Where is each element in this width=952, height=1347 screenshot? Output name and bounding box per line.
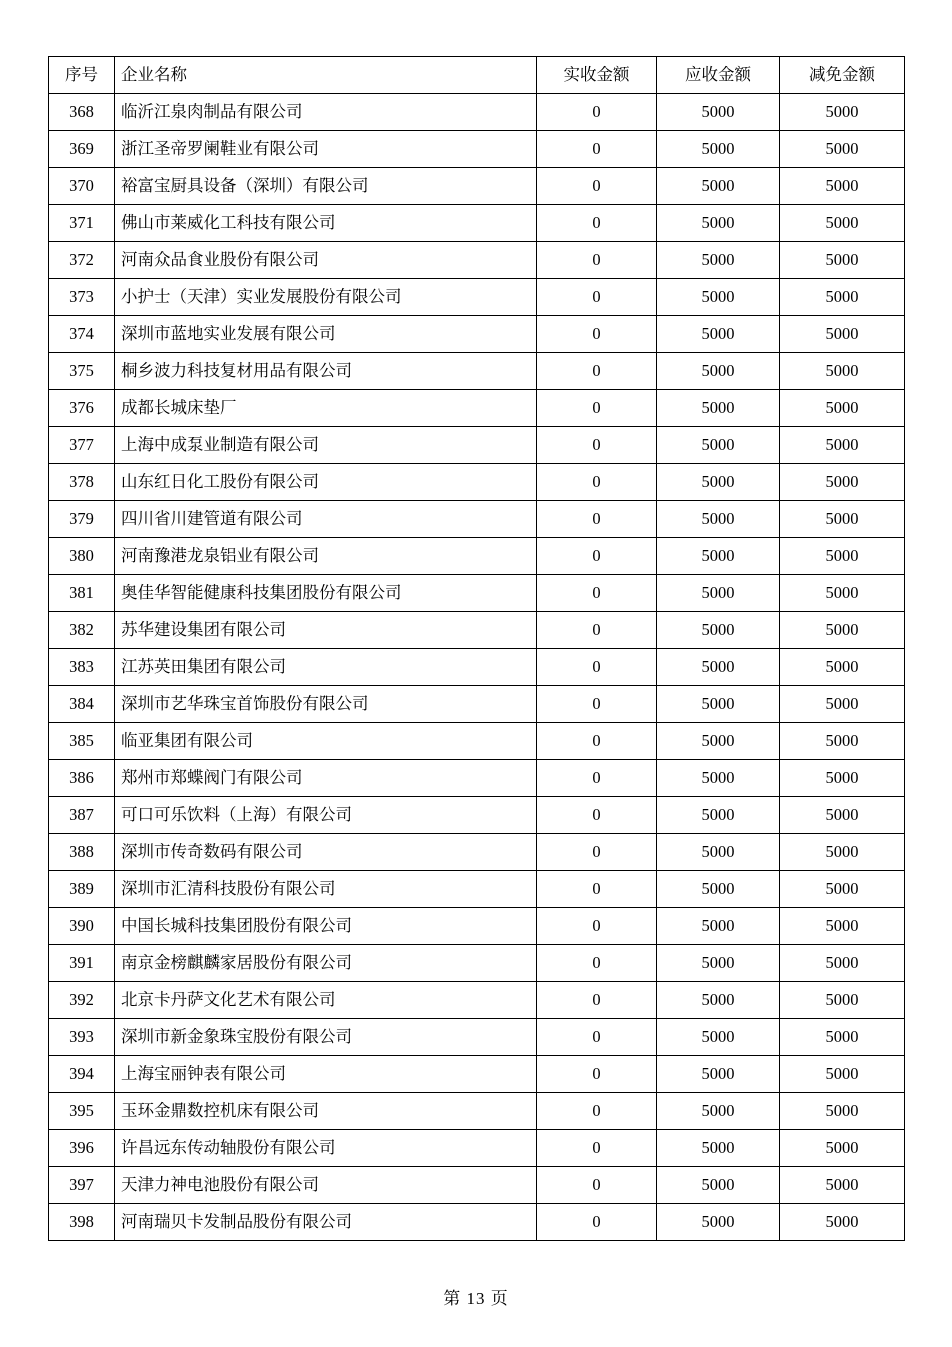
cell-index: 397: [49, 1167, 115, 1204]
cell-company-name: 天津力神电池股份有限公司: [115, 1167, 537, 1204]
cell-paid-amount: 0: [537, 612, 657, 649]
table-row: [49, 1056, 905, 1093]
table-header: [49, 57, 905, 94]
cell-due-amount: 5000: [657, 316, 780, 353]
cell-company-name: 中国长城科技集团股份有限公司: [115, 908, 537, 945]
cell-reduced-amount: 5000: [780, 760, 905, 797]
cell-company-name: 裕富宝厨具设备（深圳）有限公司: [115, 168, 537, 205]
cell-company-name: 深圳市传奇数码有限公司: [115, 834, 537, 871]
cell-reduced-amount: 5000: [780, 1019, 905, 1056]
cell-paid-amount: 0: [537, 501, 657, 538]
cell-company-name: 成都长城床垫厂: [115, 390, 537, 427]
cell-paid-amount: 0: [537, 797, 657, 834]
cell-paid-amount: 0: [537, 686, 657, 723]
cell-due-amount: 5000: [657, 205, 780, 242]
cell-reduced-amount: 5000: [780, 871, 905, 908]
table-row: [49, 168, 905, 205]
cell-company-name: 上海宝丽钟表有限公司: [115, 1056, 537, 1093]
cell-reduced-amount: 5000: [780, 501, 905, 538]
table-row: [49, 464, 905, 501]
cell-paid-amount: 0: [537, 205, 657, 242]
cell-index: 395: [49, 1093, 115, 1130]
cell-company-name: 河南众品食业股份有限公司: [115, 242, 537, 279]
table-row: [49, 649, 905, 686]
cell-company-name: 深圳市汇清科技股份有限公司: [115, 871, 537, 908]
cell-index: 390: [49, 908, 115, 945]
cell-company-name: 苏华建设集团有限公司: [115, 612, 537, 649]
cell-reduced-amount: 5000: [780, 279, 905, 316]
cell-reduced-amount: 5000: [780, 316, 905, 353]
cell-company-name: 临亚集团有限公司: [115, 723, 537, 760]
cell-reduced-amount: 5000: [780, 427, 905, 464]
table-row: [49, 1130, 905, 1167]
cell-company-name: 小护士（天津）实业发展股份有限公司: [115, 279, 537, 316]
cell-index: 369: [49, 131, 115, 168]
cell-due-amount: 5000: [657, 871, 780, 908]
cell-company-name: 江苏英田集团有限公司: [115, 649, 537, 686]
cell-due-amount: 5000: [657, 649, 780, 686]
cell-index: 368: [49, 94, 115, 131]
column-header-paid-amount: 实收金额: [537, 57, 657, 94]
cell-due-amount: 5000: [657, 390, 780, 427]
cell-reduced-amount: 5000: [780, 1204, 905, 1241]
table-row: [49, 242, 905, 279]
cell-due-amount: 5000: [657, 908, 780, 945]
cell-index: 381: [49, 575, 115, 612]
table-row: [49, 279, 905, 316]
cell-company-name: 深圳市艺华珠宝首饰股份有限公司: [115, 686, 537, 723]
cell-reduced-amount: 5000: [780, 242, 905, 279]
cell-index: 374: [49, 316, 115, 353]
cell-index: 392: [49, 982, 115, 1019]
cell-reduced-amount: 5000: [780, 612, 905, 649]
cell-due-amount: 5000: [657, 723, 780, 760]
cell-paid-amount: 0: [537, 168, 657, 205]
cell-reduced-amount: 5000: [780, 353, 905, 390]
cell-index: 391: [49, 945, 115, 982]
cell-index: 375: [49, 353, 115, 390]
cell-paid-amount: 0: [537, 464, 657, 501]
table-row: [49, 353, 905, 390]
cell-due-amount: 5000: [657, 1167, 780, 1204]
cell-paid-amount: 0: [537, 723, 657, 760]
cell-company-name: 山东红日化工股份有限公司: [115, 464, 537, 501]
cell-due-amount: 5000: [657, 501, 780, 538]
cell-company-name: 可口可乐饮料（上海）有限公司: [115, 797, 537, 834]
cell-company-name: 奥佳华智能健康科技集团股份有限公司: [115, 575, 537, 612]
cell-due-amount: 5000: [657, 279, 780, 316]
cell-due-amount: 5000: [657, 575, 780, 612]
cell-due-amount: 5000: [657, 538, 780, 575]
column-header-due-amount: 应收金额: [657, 57, 780, 94]
cell-reduced-amount: 5000: [780, 131, 905, 168]
table-row: [49, 723, 905, 760]
table-row: [49, 1167, 905, 1204]
cell-reduced-amount: 5000: [780, 686, 905, 723]
table-row: [49, 1093, 905, 1130]
cell-company-name: 深圳市新金象珠宝股份有限公司: [115, 1019, 537, 1056]
cell-index: 372: [49, 242, 115, 279]
cell-company-name: 四川省川建管道有限公司: [115, 501, 537, 538]
cell-company-name: 深圳市蓝地实业发展有限公司: [115, 316, 537, 353]
table-row: [49, 834, 905, 871]
cell-paid-amount: 0: [537, 649, 657, 686]
table-row: [49, 316, 905, 353]
cell-company-name: 河南豫港龙泉铝业有限公司: [115, 538, 537, 575]
cell-reduced-amount: 5000: [780, 205, 905, 242]
table-row: [49, 982, 905, 1019]
cell-index: 396: [49, 1130, 115, 1167]
cell-due-amount: 5000: [657, 1019, 780, 1056]
cell-paid-amount: 0: [537, 131, 657, 168]
cell-reduced-amount: 5000: [780, 723, 905, 760]
cell-paid-amount: 0: [537, 1130, 657, 1167]
cell-due-amount: 5000: [657, 94, 780, 131]
cell-index: 387: [49, 797, 115, 834]
cell-due-amount: 5000: [657, 131, 780, 168]
cell-due-amount: 5000: [657, 1056, 780, 1093]
cell-company-name: 北京卡丹萨文化艺术有限公司: [115, 982, 537, 1019]
cell-paid-amount: 0: [537, 1204, 657, 1241]
column-header-reduced-amount: 减免金额: [780, 57, 905, 94]
cell-index: 394: [49, 1056, 115, 1093]
cell-paid-amount: 0: [537, 871, 657, 908]
cell-paid-amount: 0: [537, 1019, 657, 1056]
cell-paid-amount: 0: [537, 908, 657, 945]
cell-reduced-amount: 5000: [780, 390, 905, 427]
cell-index: 386: [49, 760, 115, 797]
cell-reduced-amount: 5000: [780, 649, 905, 686]
cell-due-amount: 5000: [657, 1204, 780, 1241]
table-row: [49, 538, 905, 575]
cell-due-amount: 5000: [657, 982, 780, 1019]
table-row: [49, 871, 905, 908]
cell-paid-amount: 0: [537, 1093, 657, 1130]
cell-due-amount: 5000: [657, 242, 780, 279]
cell-index: 398: [49, 1204, 115, 1241]
table-row: [49, 390, 905, 427]
cell-due-amount: 5000: [657, 464, 780, 501]
table-row: [49, 612, 905, 649]
cell-index: 378: [49, 464, 115, 501]
cell-reduced-amount: 5000: [780, 945, 905, 982]
cell-index: 371: [49, 205, 115, 242]
cell-paid-amount: 0: [537, 94, 657, 131]
cell-company-name: 上海中成泵业制造有限公司: [115, 427, 537, 464]
table-row: [49, 908, 905, 945]
table-row: [49, 760, 905, 797]
cell-index: 383: [49, 649, 115, 686]
cell-index: 379: [49, 501, 115, 538]
cell-paid-amount: 0: [537, 242, 657, 279]
cell-company-name: 桐乡波力科技复材用品有限公司: [115, 353, 537, 390]
cell-index: 380: [49, 538, 115, 575]
cell-reduced-amount: 5000: [780, 797, 905, 834]
cell-paid-amount: 0: [537, 427, 657, 464]
table-row: [49, 1019, 905, 1056]
cell-index: 393: [49, 1019, 115, 1056]
cell-due-amount: 5000: [657, 686, 780, 723]
cell-index: 382: [49, 612, 115, 649]
column-header-index: 序号: [49, 57, 115, 94]
table-row: [49, 797, 905, 834]
page-footer: 第 13 页: [443, 1289, 509, 1308]
cell-reduced-amount: 5000: [780, 464, 905, 501]
cell-company-name: 浙江圣帝罗阑鞋业有限公司: [115, 131, 537, 168]
cell-paid-amount: 0: [537, 1056, 657, 1093]
table-row: [49, 427, 905, 464]
cell-reduced-amount: 5000: [780, 1056, 905, 1093]
cell-paid-amount: 0: [537, 982, 657, 1019]
cell-paid-amount: 0: [537, 390, 657, 427]
cell-paid-amount: 0: [537, 316, 657, 353]
column-header-company-name: 企业名称: [115, 57, 537, 94]
cell-due-amount: 5000: [657, 612, 780, 649]
cell-due-amount: 5000: [657, 353, 780, 390]
cell-company-name: 许昌远东传动轴股份有限公司: [115, 1130, 537, 1167]
table-row: [49, 945, 905, 982]
table-row: [49, 686, 905, 723]
cell-reduced-amount: 5000: [780, 1130, 905, 1167]
table-row: [49, 1204, 905, 1241]
table-row: [49, 131, 905, 168]
cell-company-name: 南京金榜麒麟家居股份有限公司: [115, 945, 537, 982]
cell-due-amount: 5000: [657, 834, 780, 871]
cell-due-amount: 5000: [657, 1130, 780, 1167]
cell-company-name: 临沂江泉肉制品有限公司: [115, 94, 537, 131]
cell-index: 385: [49, 723, 115, 760]
table-row: [49, 501, 905, 538]
cell-company-name: 河南瑞贝卡发制品股份有限公司: [115, 1204, 537, 1241]
cell-due-amount: 5000: [657, 797, 780, 834]
cell-reduced-amount: 5000: [780, 908, 905, 945]
table-header-row: [49, 57, 905, 94]
cell-reduced-amount: 5000: [780, 1167, 905, 1204]
cell-reduced-amount: 5000: [780, 94, 905, 131]
cell-due-amount: 5000: [657, 760, 780, 797]
cell-due-amount: 5000: [657, 945, 780, 982]
cell-reduced-amount: 5000: [780, 982, 905, 1019]
cell-due-amount: 5000: [657, 1093, 780, 1130]
cell-index: 389: [49, 871, 115, 908]
table-row: [49, 575, 905, 612]
cell-reduced-amount: 5000: [780, 538, 905, 575]
cell-paid-amount: 0: [537, 575, 657, 612]
cell-due-amount: 5000: [657, 427, 780, 464]
cell-company-name: 佛山市莱威化工科技有限公司: [115, 205, 537, 242]
cell-index: 384: [49, 686, 115, 723]
cell-paid-amount: 0: [537, 834, 657, 871]
cell-company-name: 玉环金鼎数控机床有限公司: [115, 1093, 537, 1130]
cell-paid-amount: 0: [537, 945, 657, 982]
cell-index: 373: [49, 279, 115, 316]
cell-index: 370: [49, 168, 115, 205]
cell-reduced-amount: 5000: [780, 834, 905, 871]
table-row: [49, 94, 905, 131]
fee-table: [48, 56, 905, 1241]
cell-paid-amount: 0: [537, 760, 657, 797]
cell-due-amount: 5000: [657, 168, 780, 205]
table-body: [49, 94, 905, 1241]
cell-reduced-amount: 5000: [780, 1093, 905, 1130]
cell-paid-amount: 0: [537, 279, 657, 316]
cell-index: 376: [49, 390, 115, 427]
cell-company-name: 郑州市郑蝶阀门有限公司: [115, 760, 537, 797]
cell-paid-amount: 0: [537, 538, 657, 575]
cell-index: 388: [49, 834, 115, 871]
cell-paid-amount: 0: [537, 353, 657, 390]
cell-reduced-amount: 5000: [780, 575, 905, 612]
cell-index: 377: [49, 427, 115, 464]
cell-reduced-amount: 5000: [780, 168, 905, 205]
cell-paid-amount: 0: [537, 1167, 657, 1204]
table-row: [49, 205, 905, 242]
